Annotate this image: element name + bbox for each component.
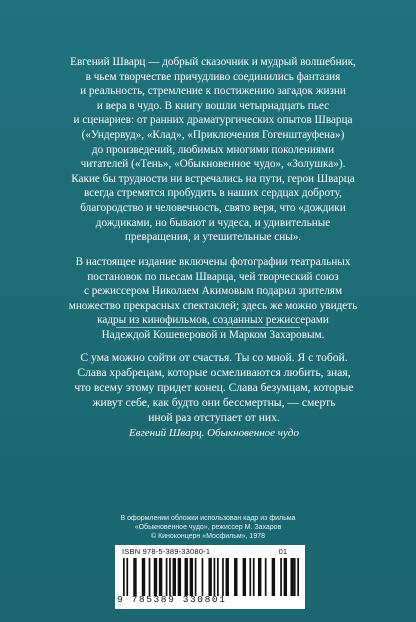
barcode-icon — [123, 558, 299, 596]
barcode-digits: 9 785389 330801 — [117, 594, 227, 605]
barcode-panel — [115, 545, 305, 609]
cover-credits: В оформлении обложки использован кадр из фильма «Обыкновенное чудо», режиссер М. Захаров © Киноконцерн «Мосфильм», 1978 — [120, 515, 296, 540]
isbn-number: ISBN 978-5-389-33080-1 — [122, 547, 211, 556]
isbn-addon: 01 — [278, 547, 287, 556]
quote-source: Евгений Шварц. Обыкновенное чудо — [129, 427, 299, 439]
description-paragraph-2: В настоящее издание включены фотографии театральных постановок по пьесам Шварца, чей творческий союз с режиссером Николаем Акимовым подарил зрителям множество прекрасных спектаклей; здесь же можно увидеть кадры из кинофильмов, созданных режиссерами Надеждой Кошеверовой и Марком Захаровым. — [68, 256, 358, 341]
quote-text: С ума можно сойти от счастья. Ты со мной. Я с тобой. Слава храбрецам, которые осмеливаются любить, зная, что всему этому придет конец. Слава безумцам, которые живут себе, как будто они бессмертны, — смерть иной раз отступает от них. — [74, 351, 354, 424]
description-paragraph-1: Евгений Шварц — добрый сказочник и мудрый волшебник, в чьем творчестве причудливо соединились фантазия и реальность, стремление к постижению загадок жизни и вера в чудо. В книгу вошли четырнадцать пьес и сценариев: от ранних драматургических опытов Шварца («Ундервуд», «Клад», «Приключения Гогенштауфена») до произведений, любимых многими поколениями читателей («Тень», «Обыкновенное чудо», «Золушка»). Какие бы трудности ни встречались на пути, герои Шварца всегда стремятся пробудить в наших сердцах доброту, благородство и человечность, свято веря, что «дождики дождиками, но бывают и чудеса, и удивительные превращения, и утешительные сны». — [70, 56, 356, 244]
